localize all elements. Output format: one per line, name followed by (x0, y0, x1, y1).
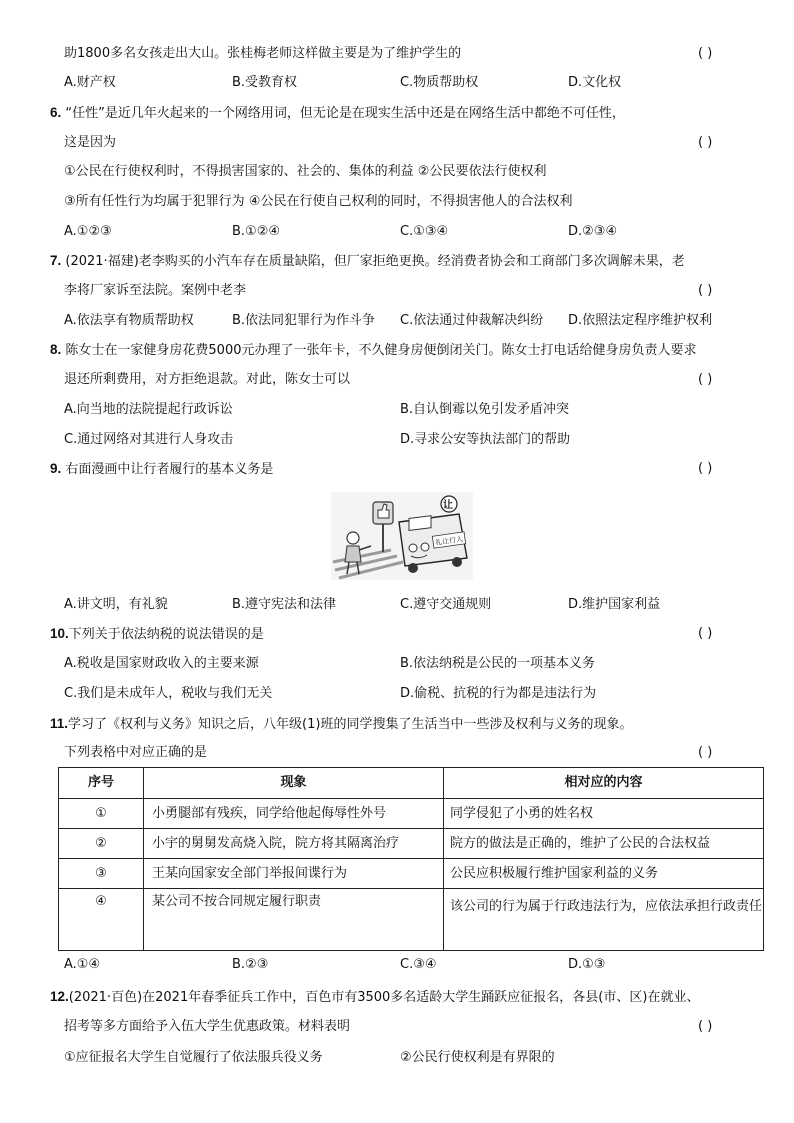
table-cell-no: ③ (59, 859, 144, 889)
cartoon-sign-text: 让 (443, 500, 453, 511)
q10-option-c: C.我们是未成年人，税收与我们无关 (64, 686, 273, 701)
q11-answer-bracket: ( ) (698, 745, 713, 760)
q8-option-d: D.寻求公安等执法部门的帮助 (400, 432, 571, 447)
q6-answer-bracket: ( ) (698, 135, 713, 150)
table-cell-no: ① (59, 799, 144, 829)
q7-option-c: C.依法通过仲裁解决纠纷 (400, 313, 544, 328)
table-cell-phenomenon: 王某向国家安全部门举报间谍行为 (144, 859, 444, 889)
q9-option-d: D.维护国家利益 (568, 597, 661, 612)
q6-statement-1: ①公民在行使权利时，不得损害国家的、社会的、集体的利益 ②公民要依法行使权利 (64, 164, 547, 179)
table-row (59, 889, 764, 951)
table-row (59, 799, 764, 829)
q6-number: 6. (50, 105, 62, 120)
q7-option-b: B.依法同犯罪行为作斗争 (232, 313, 376, 328)
table-cell-content: 院方的做法是正确的，维护了公民的合法权益 (444, 829, 764, 859)
q7-option-d: D.依照法定程序维护权利 (568, 313, 713, 328)
traffic-cartoon (331, 492, 473, 580)
q8-answer-bracket: ( ) (698, 372, 713, 387)
q10-option-a: A.税收是国家财政收入的主要来源 (64, 656, 259, 671)
q8-stem-line1: 陈女士在一家健身房花费5000元办理了一张年卡，不久健身房便倒闭关门。陈女士打电话给健身房负责人要求 (65, 343, 697, 358)
q12-answer-bracket: ( ) (698, 1019, 713, 1034)
q11-option-d: D.①③ (568, 957, 606, 972)
table-cell-no: ② (59, 829, 144, 859)
q5-option-c: C.物质帮助权 (400, 75, 479, 90)
q7-number: 7. (50, 253, 62, 268)
q11-option-a: A.①④ (64, 957, 101, 972)
table-header-row (59, 768, 764, 799)
table-row (59, 859, 764, 889)
q7-answer-bracket: ( ) (698, 283, 713, 298)
q9-option-c: C.遵守交通规则 (400, 597, 492, 612)
q6-option-a: A.①②③ (64, 224, 112, 239)
q9-stem-line1: 右面漫画中让行者履行的基本义务是 (65, 462, 274, 477)
table-cell-phenomenon: 小宇的舅舅发高烧入院，院方将其隔离治疗 (144, 829, 444, 859)
q12-stem-line1: (2021·百色)在2021年春季征兵工作中，百色市有3500多名适龄大学生踊跃应征报名，各县(市、区)在就业、 (68, 990, 700, 1005)
table-cell-content: 公民应积极履行维护国家利益的义务 (444, 859, 764, 889)
q10-number: 10. (50, 626, 69, 641)
q11-number: 11. (50, 716, 69, 731)
q8-stem-line2: 退还所剩费用，对方拒绝退款。对此，陈女士可以 (64, 372, 351, 387)
q8-option-b: B.自认倒霉以免引发矛盾冲突 (400, 402, 570, 417)
table-cell-no: ④ (59, 889, 144, 951)
q8-number: 8. (50, 342, 62, 357)
q11-stem (50, 715, 632, 734)
q10-answer-bracket: ( ) (698, 626, 713, 641)
q5-answer-bracket: ( ) (698, 46, 713, 61)
q10-stem (50, 625, 264, 644)
table-cell-content: 该公司的行为属于行政违法行为，应依法承担行政责任 (444, 889, 764, 951)
q6-stem-line1: “任性”是近几年火起来的一个网络用词，但无论是在现实生活中还是在网络生活中都绝不可任性， (65, 106, 625, 121)
q6-option-d: D.②③④ (568, 224, 618, 239)
q5-option-a: A.财产权 (64, 75, 116, 90)
q7-stem (50, 252, 685, 271)
q12-number: 12. (50, 989, 69, 1004)
table-cell-phenomenon: 某公司不按合同规定履行职责 (144, 889, 444, 951)
q10-option-d: D.偷税、抗税的行为都是违法行为 (400, 686, 597, 701)
q9-option-b: B.遵守宪法和法律 (232, 597, 337, 612)
yield-sign-icon (441, 496, 457, 512)
q8-option-c: C.通过网络对其进行人身攻击 (64, 432, 234, 447)
q12-stem (50, 988, 699, 1007)
table-cell-phenomenon: 小勇腿部有残疾，同学给他起侮辱性外号 (144, 799, 444, 829)
q5-option-b: B.受教育权 (232, 75, 298, 90)
q8-stem (50, 341, 697, 360)
q6-option-c: C.①③④ (400, 224, 449, 239)
table-header-phenomenon: 现象 (144, 768, 444, 799)
q5-stem: 助1800多名女孩走出大山。张桂梅老师这样做主要是为了维护学生的 (64, 46, 462, 61)
table-header-no: 序号 (59, 768, 144, 799)
q9-number: 9. (50, 461, 62, 476)
cartoon-banner-text: 礼让行人 (434, 535, 464, 547)
q10-option-b: B.依法纳税是公民的一项基本义务 (400, 656, 596, 671)
q11-option-c: C.③④ (400, 957, 437, 972)
q6-stem (50, 104, 625, 123)
q12-statement-1: ①应征报名大学生自觉履行了依法服兵役义务 (64, 1050, 323, 1065)
q7-stem-line2: 李将厂家诉至法院。案例中老李 (64, 283, 247, 298)
q11-option-b: B.②③ (232, 957, 269, 972)
table-header-content: 相对应的内容 (444, 768, 764, 799)
q9-answer-bracket: ( ) (698, 461, 713, 476)
q12-stem-line2: 招考等多方面给予入伍大学生优惠政策。材料表明 (64, 1019, 351, 1034)
q10-stem-line1: 下列关于依法纳税的说法错误的是 (68, 627, 264, 642)
q7-option-a: A.依法享有物质帮助权 (64, 313, 194, 328)
q9-option-a: A.讲文明，有礼貌 (64, 597, 168, 612)
q11-stem-line1: 学习了《权利与义务》知识之后，八年级(1)班的同学搜集了生活当中一些涉及权利与义务的现象。 (68, 717, 633, 732)
q6-statement-2: ③所有任性行为均属于犯罪行为 ④公民在行使自己权利的同时，不得损害他人的合法权利 (64, 194, 573, 209)
q12-statement-2: ②公民行使权利是有界限的 (400, 1050, 555, 1065)
q5-option-d: D.文化权 (568, 75, 622, 90)
q9-stem (50, 460, 273, 479)
q6-option-b: B.①②④ (232, 224, 281, 239)
q7-stem-line1: (2021·福建)老李购买的小汽车存在质量缺陷，但厂家拒绝更换。经消费者协会和工商部门多次调解未果，老 (65, 254, 685, 269)
q11-table (58, 767, 764, 951)
q8-option-a: A.向当地的法院提起行政诉讼 (64, 402, 233, 417)
table-cell-content: 同学侵犯了小勇的姓名权 (444, 799, 764, 829)
q6-stem-line2: 这是因为 (64, 135, 117, 150)
table-row (59, 829, 764, 859)
q11-stem-line2: 下列表格中对应正确的是 (64, 745, 208, 760)
